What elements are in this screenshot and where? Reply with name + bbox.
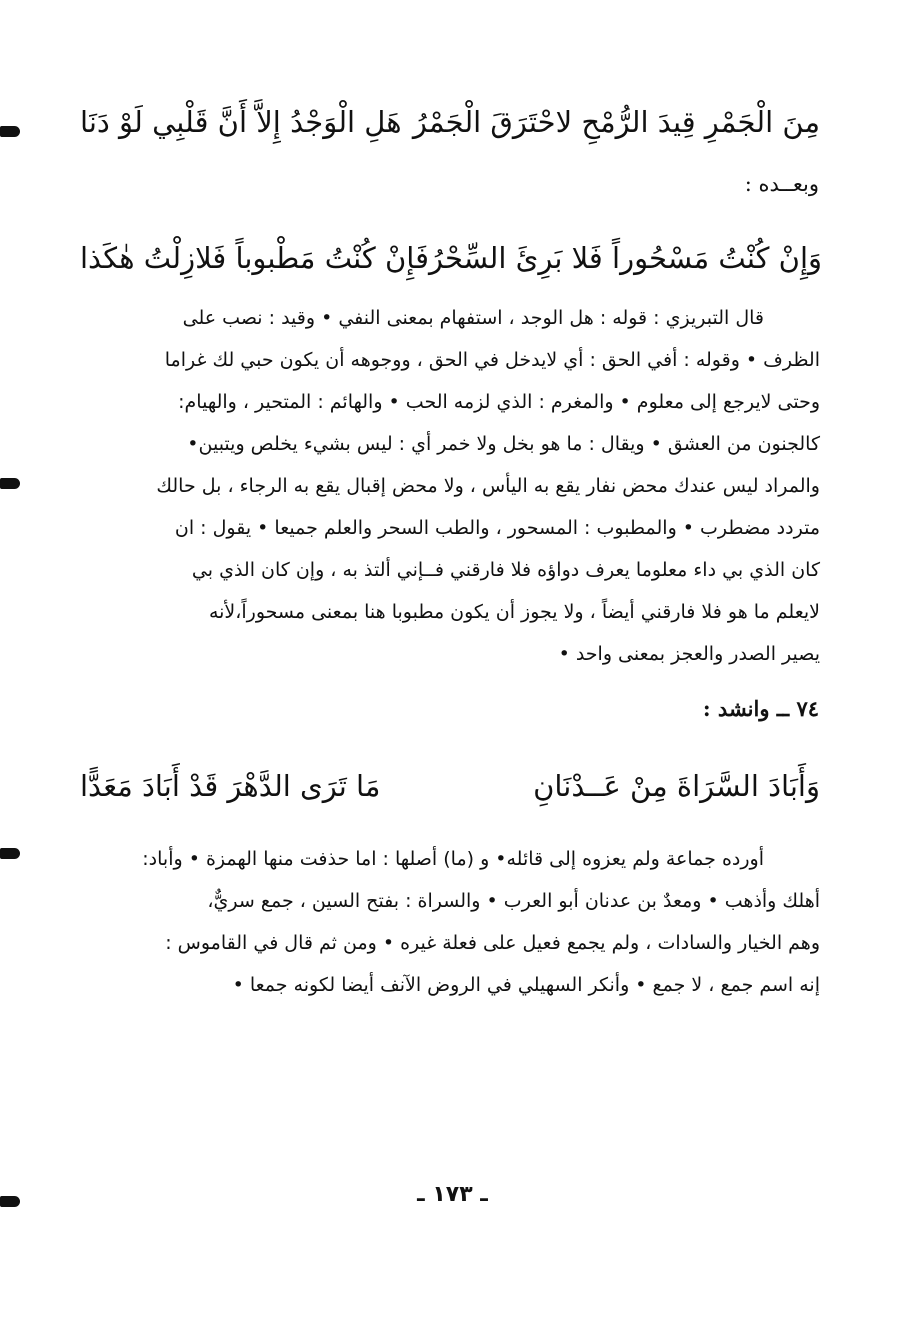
page-number: ـ ١٧٣ ـ [417,1182,488,1207]
margin-mark [0,848,20,859]
verse-1 [80,92,820,152]
verse-3-second-hemistich: وَأَبَادَ السَّرَاةَ مِنْ عَــدْنَانِ [533,769,820,803]
commentary-line: أهلك وأذهب • ومعدٌ بن عدنان أبو العرب • والسراة : بفتح السين ، جمع سريٌّ، [207,890,820,912]
commentary-line: الظرف • وقوله : أفي الحق : أي لايدخل في الحق ، ووجوهه أن يكون حبي لك غراما [164,349,820,371]
verse-2 [80,228,823,288]
commentary-line: يصير الصدر والعجز بمعنى واحد • [558,643,820,665]
commentary-line: متردد مضطرب • والمطبوب : المسحور ، والطب السحر والعلم جميعا • يقول : ان [174,517,820,539]
commentary-line: والمراد ليس عندك محض نفار يقع به اليأس ، ولا محض إقبال يقع به الرجاء ، بل حالك [156,475,820,497]
commentary-line: أورده جماعة ولم يعزوه إلى قائله• و (ما) أصلها : اما حذفت منها الهمزة • وأباد: [142,848,764,870]
commentary-paragraph [80,297,820,675]
verse-3-first-hemistich: مَا تَرَى الدَّهْرَ قَدْ أَبَادَ مَعَدًّا [80,769,381,803]
verse-1-second-hemistich: مِنَ الْجَمْرِ قِيدَ الرُّمْحِ لاحْتَرَقَ الْجَمْرُ [412,105,820,139]
commentary-line: وهم الخيار والسادات ، ولم يجمع فعيل على فعلة غيره • ومن ثم قال في القاموس : [165,932,820,954]
commentary-line: لايعلم ما هو فلا فارقني أيضاً ، ولا يجوز أن يكون مطبوبا هنا بمعنى مسحوراً،لأنه [208,601,820,623]
commentary-line: إنه اسم جمع ، لا جمع • وأنكر السهيلي في الروض الآنف أيضا لكونه جمعا • [232,974,820,996]
verse-2-second-hemistich: وَإِنْ كُنْتُ مَسْحُوراً فَلا بَرِئَ السِّحْرُ [428,241,823,275]
commentary-line: وحتى لايرجع إلى معلوم • والمغرم : الذي لزمه الحب • والهائم : المتحير ، والهيام: [178,391,820,413]
commentary-paragraph-2 [80,838,820,1006]
verse-3 [80,756,820,816]
after-label: وبعــده : [744,172,819,196]
margin-mark [0,126,20,137]
verse-1-first-hemistich: هَلِ الْوَجْدُ إِلاَّ أَنَّ قَلْبِي لَوْ دَنَا [80,105,402,139]
commentary-line: قال التبريزي : قوله : هل الوجد ، استفهام بمعنى النفي • وقيد : نصب على [182,307,764,329]
section-label: ٧٤ ــ وانشد : [702,696,819,721]
verse-2-first-hemistich: فَإِنْ كُنْتُ مَطْبوباً فَلازِلْتُ هٰكَذا [80,241,429,275]
margin-mark [0,478,20,489]
commentary-line: كان الذي بي داء معلوما يعرف دواؤه فلا فارقني فــإني ألتذ به ، وإن كان الذي بي [191,559,820,581]
commentary-line: كالجنون من العشق • ويقال : ما هو بخل ولا خمر أي : ليس بشيء يخلص ويتبين• [187,433,820,455]
